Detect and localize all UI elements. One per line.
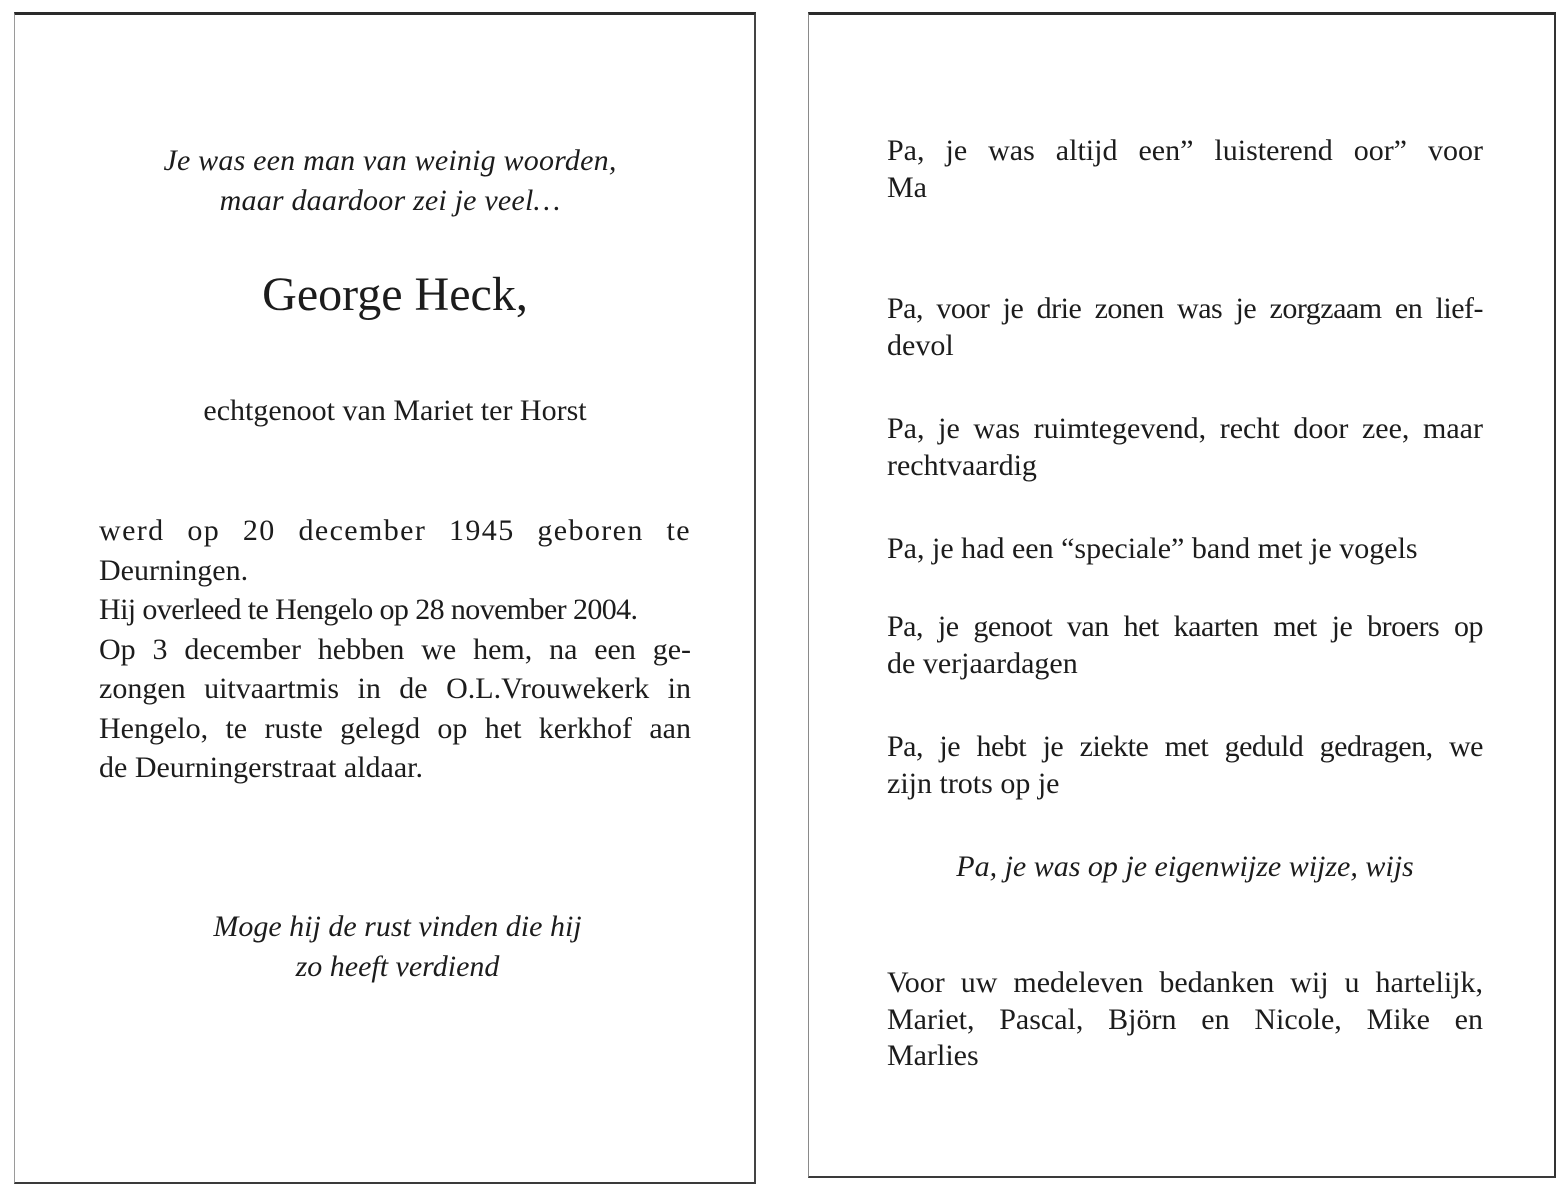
bio-line: Hengelo, te ruste gelegd op het kerkhof aan <box>99 711 691 745</box>
tribute-line: zijn trots op je <box>887 766 1060 800</box>
tribute-paragraph <box>887 411 1483 484</box>
bio-line: Deurningen. <box>99 553 249 587</box>
closing-line: zo heeft verdiend <box>295 950 500 983</box>
motto-line: maar daardoor zei je veel… <box>219 184 561 217</box>
tribute-line: de verjaardagen <box>887 646 1078 680</box>
tribute-line: Pa, je was ruimtegevend, recht door zee, maar <box>887 412 1483 445</box>
spouse-line: echtgenoot van Mariet ter Horst <box>203 394 587 427</box>
tribute-paragraph <box>887 609 1483 682</box>
thanks-line: Marlies <box>887 1039 979 1072</box>
bio-line: werd op 20 december 1945 geboren te <box>99 514 691 547</box>
tribute-line: rechtvaardig <box>887 448 1037 482</box>
bio-line: Op 3 december hebben we hem, na een ge- <box>99 632 691 666</box>
motto-line: Je was een man van weinig woorden, <box>163 144 617 177</box>
bio-line: zongen uitvaartmis in de O.L.Vrouwekerk in <box>99 672 691 705</box>
thanks-line: Mariet, Pascal, Björn en Nicole, Mike en <box>887 1002 1483 1036</box>
thanks-note <box>887 965 1483 1075</box>
tribute-line: Pa, je genoot van het kaarten met je broers op <box>887 610 1483 643</box>
closing-tribute: Pa, je was op je eigenwijze wijze, wijs <box>956 850 1414 883</box>
tribute-line: Pa, je had een “speciale” band met je vogels <box>887 532 1418 565</box>
tribute-line: Pa, je was altijd een” luisterend oor” voor <box>887 134 1483 167</box>
tribute-line: Ma <box>887 170 927 204</box>
thanks-line: Voor uw medeleven bedanken wij u hartelijk, <box>887 966 1483 999</box>
closing-line: Moge hij de rust vinden die hij <box>213 910 582 943</box>
tribute-paragraph <box>887 291 1483 364</box>
biography <box>99 511 691 788</box>
motto <box>115 141 665 221</box>
tribute-paragraph <box>887 531 1483 568</box>
tribute-line: devol <box>887 328 954 362</box>
tribute-line: Pa, je hebt je ziekte met geduld gedragen, we <box>887 730 1483 763</box>
tribute-line: Pa, voor je drie zonen was je zorgzaam en lief- <box>887 292 1483 325</box>
deceased-name: George Heck, <box>262 268 528 321</box>
bio-line: de Deurningerstraat aldaar. <box>99 751 424 784</box>
tribute-paragraph <box>887 729 1483 802</box>
tribute-paragraph <box>887 133 1483 206</box>
closing-verse <box>115 907 680 987</box>
bio-line: Hij overleed te Hengelo op 28 november 2004. <box>99 593 638 626</box>
memorial-card-left <box>14 12 756 1184</box>
memorial-card-right <box>808 12 1556 1178</box>
